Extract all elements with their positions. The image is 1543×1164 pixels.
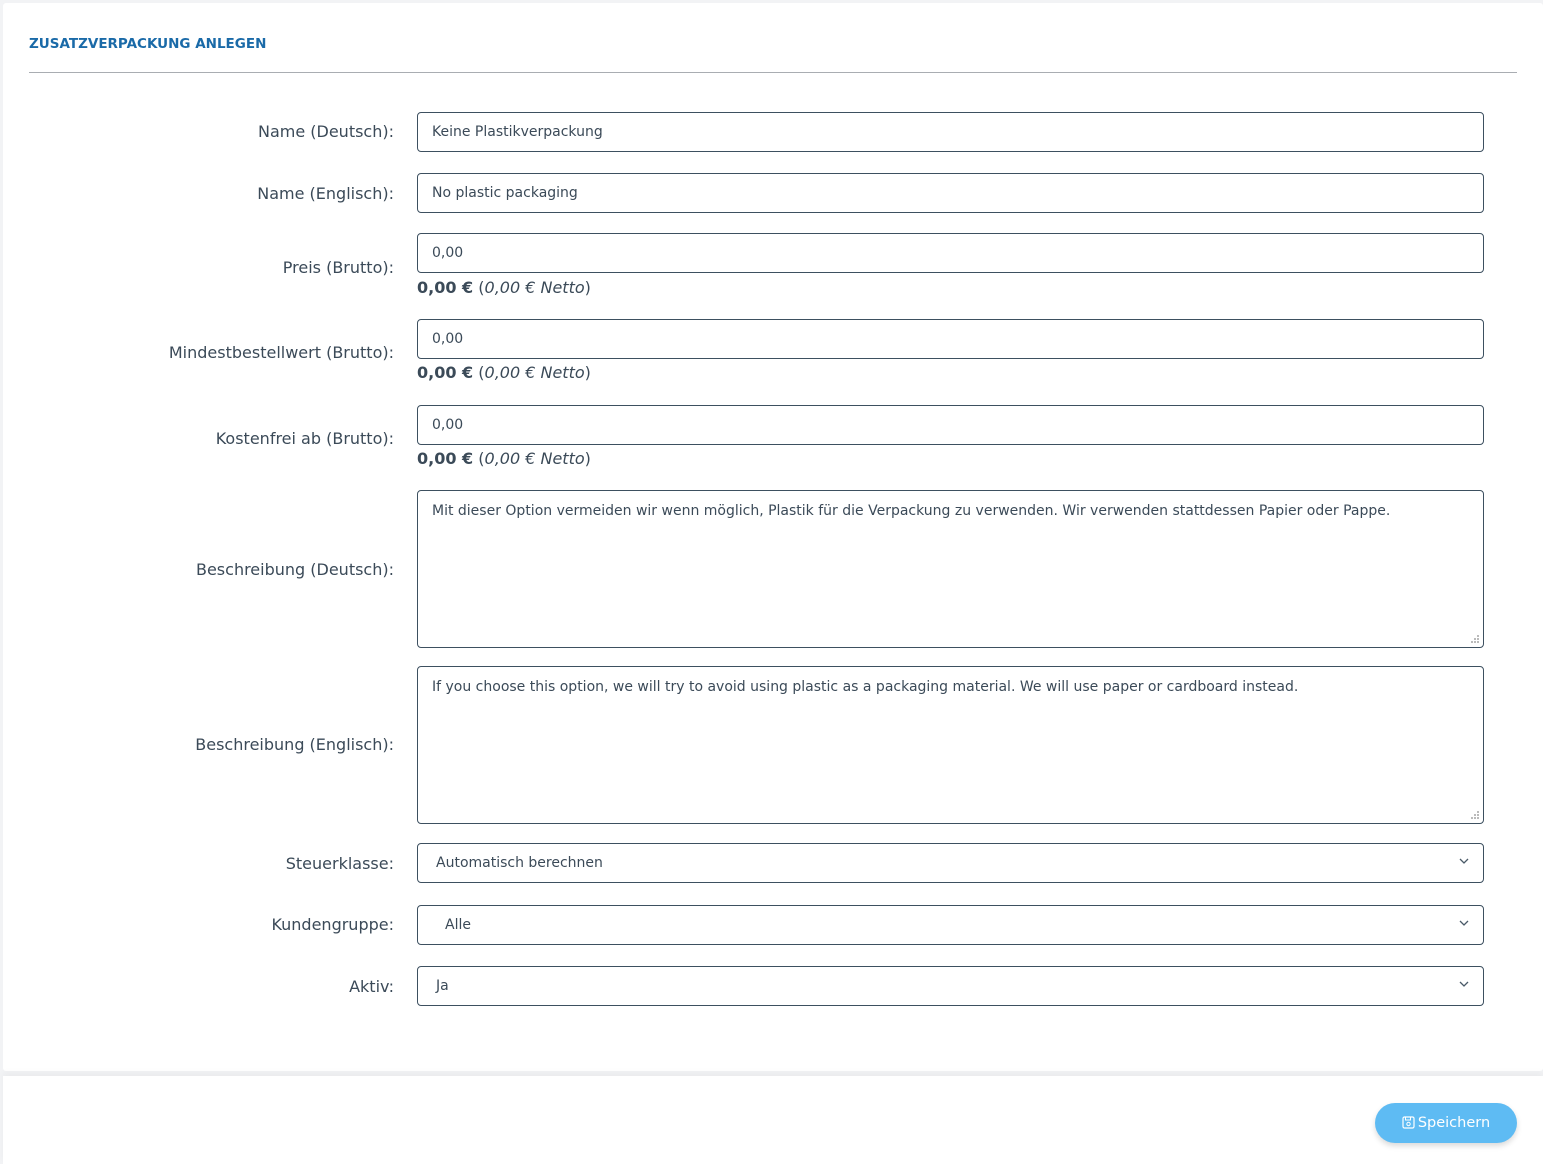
active-value: Ja [436,978,449,994]
customer-group-value: Alle [445,917,471,933]
save-button[interactable] [1375,1103,1517,1143]
price-label: Preis (Brutto): [282,258,394,277]
resize-handle-icon[interactable] [1470,810,1480,820]
title-divider [29,72,1517,73]
customer-group-label: Kundengruppe: [271,915,394,934]
floppy-disk-icon [1402,1116,1415,1129]
min-order-gross: 0,00 € [417,363,474,382]
name-en-input[interactable]: No plastic packaging [417,173,1484,213]
min-order-summary: 0,00 € (0,00 € Netto) [417,363,591,382]
save-label: Speichern [1417,1115,1491,1131]
price-net: 0,00 € Netto [484,278,585,297]
chevron-down-icon [1459,979,1469,989]
tax-class-label: Steuerklasse: [285,854,394,873]
active-select[interactable] [417,966,1484,1006]
name-en-label: Name (Englisch): [257,184,394,203]
free-from-input[interactable]: 0,00 [417,405,1484,445]
desc-en-text: If you choose this option, we will try to avoid using plastic as a packaging material. We will use paper or cardboard instead. [432,679,1299,695]
min-order-input[interactable]: 0,00 [417,319,1484,359]
free-from-label: Kostenfrei ab (Brutto): [215,429,394,448]
tax-class-select[interactable] [417,843,1484,883]
customer-group-select[interactable] [417,905,1484,945]
resize-handle-icon[interactable] [1470,634,1480,644]
page-title: ZUSATZVERPACKUNG ANLEGEN [29,36,267,52]
name-de-input[interactable]: Keine Plastikverpackung [417,112,1484,152]
price-summary: 0,00 € (0,00 € Netto) [417,278,591,297]
chevron-down-icon [1459,856,1469,866]
desc-en-textarea[interactable] [417,666,1484,824]
name-de-label: Name (Deutsch): [257,122,394,141]
price-input[interactable]: 0,00 [417,233,1484,273]
min-order-net: 0,00 € Netto [484,363,585,382]
free-from-summary: 0,00 € (0,00 € Netto) [417,449,591,468]
price-gross: 0,00 € [417,278,474,297]
active-label: Aktiv: [349,977,394,996]
min-order-label: Mindestbestellwert (Brutto): [168,343,394,362]
desc-de-textarea[interactable] [417,490,1484,648]
free-from-net: 0,00 € Netto [484,449,585,468]
free-from-gross: 0,00 € [417,449,474,468]
footer-bar [3,1076,1543,1164]
desc-de-text: Mit dieser Option vermeiden wir wenn möglich, Plastik für die Verpackung zu verwenden. Wir verwenden stattdessen Papier oder Pappe. [432,503,1391,519]
tax-class-value: Automatisch berechnen [436,855,603,871]
chevron-down-icon [1459,918,1469,928]
desc-de-label: Beschreibung (Deutsch): [195,560,394,579]
desc-en-label: Beschreibung (Englisch): [195,735,394,754]
form-card [3,3,1543,1071]
